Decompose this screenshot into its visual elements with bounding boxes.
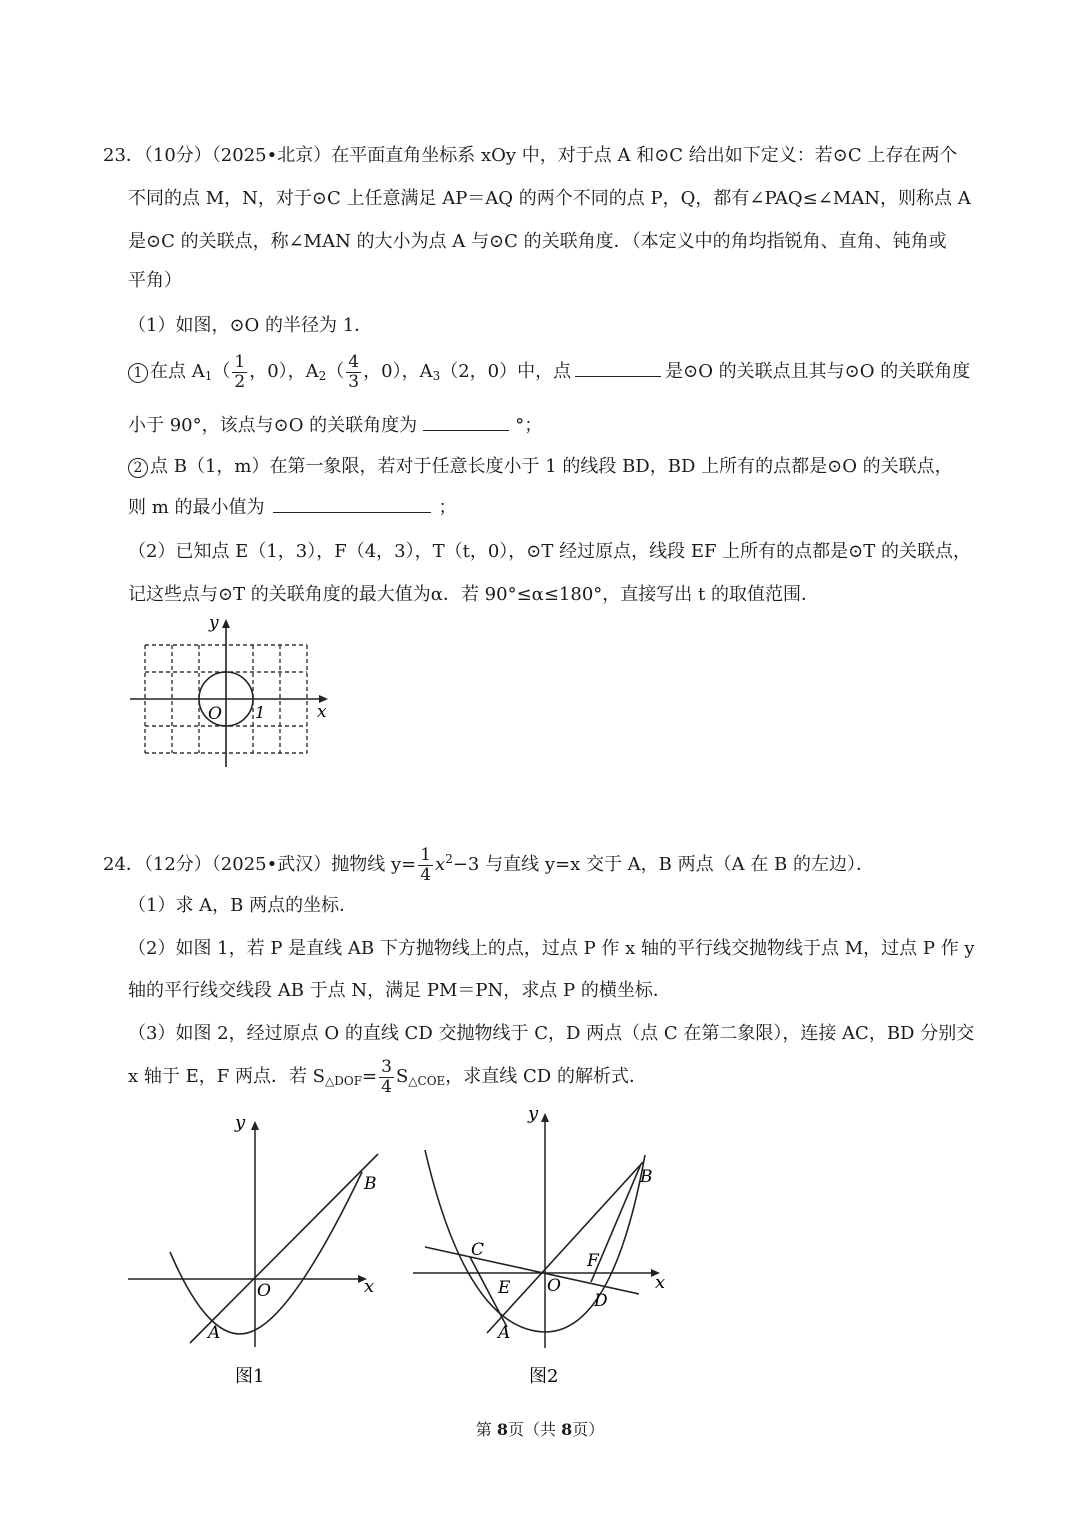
answer-blank-m[interactable]	[273, 494, 431, 513]
point-a-label: A	[208, 1323, 221, 1343]
circled-number-1: 1	[128, 363, 148, 383]
origin-label: O	[257, 1281, 271, 1301]
q24-figure-2	[405, 1100, 680, 1392]
parabola	[170, 1172, 362, 1334]
q23-subquestion-1-line-2: 小于 90°，该点与⊙O 的关联角度为 °；	[128, 411, 542, 437]
q23-part2-line-2: 记这些点与⊙T 的关联角度的最大值为α．若 90°≤α≤180°，直接写出 t 的取值范围．	[128, 584, 819, 605]
fraction-1-4: $\frac{1}{4}$	[420, 844, 432, 885]
q23-part2-line-1: （2）已知点 E（1，3），F（4，3），T（t，0），⊙T 经过原点，线段 EF 上所有的点都是⊙T 的关联点，	[128, 541, 971, 562]
q23-subquestion-2-line-2: 则 m 的最小值为 ；	[128, 493, 457, 519]
x-axis-label: x	[317, 702, 327, 722]
point-a-label: A	[498, 1323, 511, 1343]
q24-part1: （1）求 A，B 两点的坐标．	[128, 895, 358, 916]
q24-part2-line-2: 轴的平行线交线段 AB 于点 N，满足 PM＝PN，求点 P 的横坐标．	[128, 980, 671, 1001]
circled-number-2: 2	[128, 458, 148, 478]
y-axis-label: y	[209, 613, 219, 633]
q23-subquestion-2: 2 点 B（1，m）在第一象限，若对于任意长度小于 1 的线段 BD，BD 上所有的点都是⊙O 的关联点，	[128, 452, 953, 478]
x-axis-label: x	[364, 1276, 375, 1297]
fraction-3-4: $\frac{3}{4}$	[381, 1056, 392, 1097]
q23-line-4: 平角）	[128, 270, 182, 291]
parabola	[425, 1150, 645, 1332]
y-axis-arrow-icon	[251, 1121, 259, 1130]
x-axis-label: x	[655, 1272, 666, 1293]
y-axis-arrow-icon	[222, 619, 230, 628]
figure-1-caption: 图1	[235, 1366, 265, 1387]
q23-subquestion-1: 1 在点 $A_1$（ $\frac{1}{2}$ ，0），$A_2$（ $\frac{4}{3}$ ，0），$A_3(2$，0）中，点 是⊙O 的关联点且其与⊙O 的关联角度	[128, 352, 970, 396]
q23-grid-figure	[120, 612, 350, 772]
origin-label: O	[547, 1276, 561, 1296]
q23-part1-heading: （1）如图，⊙O 的半径为 1．	[128, 315, 373, 336]
q24-part2-line-1: （2）如图 1，若 P 是直线 AB 下方抛物线上的点，过点 P 作 x 轴的平行线交抛物线于点 M，过点 P 作 y	[128, 938, 975, 959]
line-ab	[487, 1162, 643, 1333]
fraction-4-3: $\frac{4}{3}$	[348, 351, 360, 392]
point-d-label: D	[594, 1291, 608, 1311]
q24-part3-line-2: x 轴于 E，F 两点．若 $S_{\triangle DOF}=$ $\frac{3}{4}$ $S_{\triangle COE}$，求直线 CD 的解析式．	[128, 1056, 647, 1097]
point-f-label: F	[587, 1251, 599, 1271]
q24-part3-line-1: （3）如图 2，经过原点 O 的直线 CD 交抛物线于 C，D 两点（点 C 在第二象限），连接 AC，BD 分别交	[128, 1023, 975, 1044]
tick-label-1: 1	[255, 703, 266, 722]
line-cd	[425, 1247, 639, 1294]
point-b-label: B	[640, 1167, 653, 1187]
page-footer: 第 8页（共 8页）	[475, 1420, 605, 1439]
y-axis-arrow-icon	[541, 1113, 549, 1122]
y-axis-label: y	[528, 1103, 539, 1124]
origin-label: O	[208, 704, 222, 724]
total-pages: 8	[561, 1420, 573, 1439]
q24-figure-1	[120, 1112, 390, 1392]
current-page: 8	[496, 1420, 508, 1439]
q23-line-1: 23．（10分）（2025•北京）在平面直角坐标系 xOy 中，对于点 A 和⊙C 给出如下定义：若⊙C 上存在两个	[103, 145, 958, 166]
figure-2-caption: 图2	[529, 1366, 559, 1387]
point-b-label: B	[364, 1174, 377, 1194]
point-c-label: C	[471, 1240, 485, 1260]
answer-blank-angle[interactable]	[423, 412, 509, 431]
q23-line-2: 不同的点 M，N，对于⊙C 上任意满足 AP＝AQ 的两个不同的点 P，Q，都有∠PAQ≤∠MAN，则称点 A	[128, 188, 971, 209]
q24-line-1: 24．（12分）（2025•武汉）抛物线 y= $\frac{1}{4}$ $x^2-3$ 与直线 y=x 交于 A，B 两点（A 在 B 的左边）．	[103, 844, 875, 885]
point-e-label: E	[498, 1278, 511, 1298]
line-y-eq-x	[190, 1154, 378, 1343]
fraction-1-2: $\frac{1}{2}$	[234, 351, 246, 392]
y-axis-label: y	[235, 1112, 246, 1133]
answer-blank-point[interactable]	[575, 358, 661, 377]
q23-line-3: 是⊙C 的关联点，称∠MAN 的大小为点 A 与⊙C 的关联角度．（本定义中的角均指锐角、直角、钝角或	[128, 231, 947, 252]
